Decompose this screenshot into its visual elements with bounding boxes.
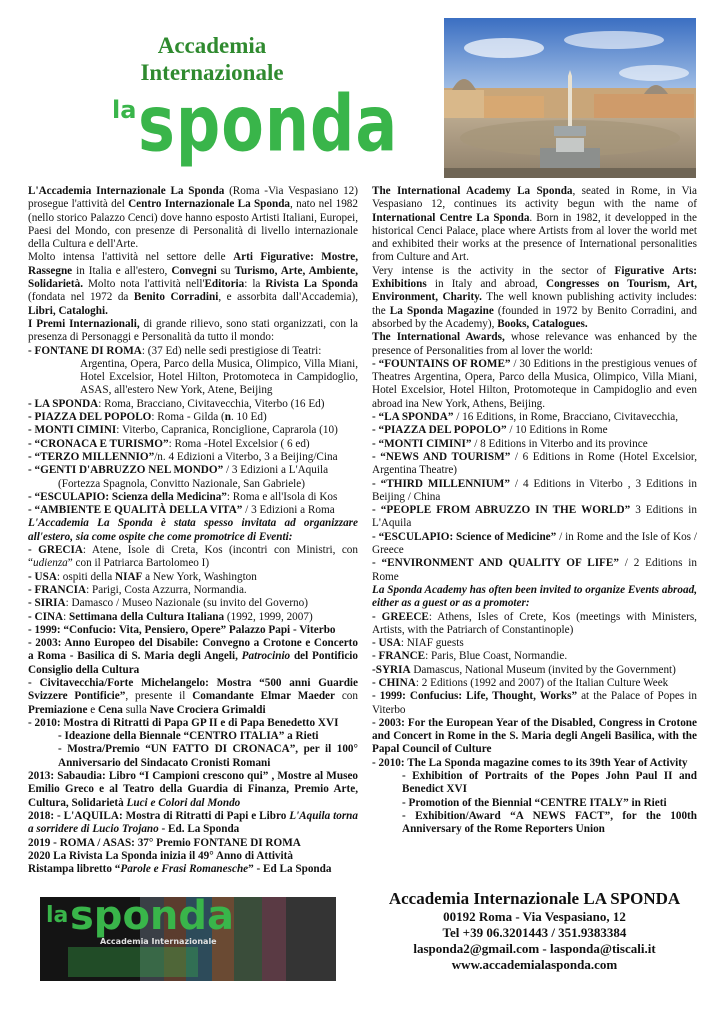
text-run: in Italy and abroad, — [426, 278, 546, 291]
text-run: The International Awards, — [372, 331, 505, 344]
text-run: Argentina, Opera, Parco della Musica, Olimpico, Villa Miani, Hotel Excelsior, Hotel Hilton, Protomoteca in Campidoglio, ASAS, all'estero New York, Atene, Beijing — [80, 357, 358, 397]
list-item — [28, 730, 358, 743]
text-run: con — [334, 690, 358, 703]
text-run: : — [63, 610, 70, 623]
text-run: e — [87, 703, 99, 716]
text-run: del Pontificio Consiglio della Cultura — [28, 650, 359, 676]
english-arts-paragraph — [372, 265, 697, 331]
list-item — [28, 424, 358, 437]
list-item — [28, 544, 358, 571]
banner-la: la — [46, 903, 69, 928]
text-run: Books, Catalogues. — [497, 317, 588, 330]
text-run: : 2 Editions (1992 and 2007) of the Italian Culture Week — [415, 676, 669, 689]
text-run: / 6 Editions in Rome (Hotel Excelsior, Argentina Theatre) — [372, 450, 697, 477]
list-item — [372, 797, 697, 810]
english-column — [372, 185, 697, 837]
text-run: - “NEWS AND TOURISM” — [372, 450, 511, 463]
text-run: / 2 Editions in Rome — [372, 557, 697, 583]
list-item — [28, 743, 358, 770]
text-run: di grande rilievo, sono stati organizzati, con la presenza di Personaggi e Personalità da tutto il mondo: — [28, 317, 358, 344]
list-item — [372, 637, 697, 650]
list-item — [28, 770, 358, 810]
logo-sponda: sponda — [138, 78, 399, 170]
text-run: (Fortezza Spagnola, Convitto Nazionale, San Gabriele) — [58, 477, 305, 490]
text-run: L'Accademia La Sponda è stata spesso invitata ad organizzare all'estero, sia come ospite che come promotrice di Eventi: — [28, 517, 358, 543]
italian-column — [28, 185, 358, 876]
list-item — [372, 478, 697, 505]
text-run: - “FOUNTAINS OF ROME” — [372, 357, 511, 370]
list-item — [28, 464, 358, 477]
text-run: Congresses on Tourism, Art, Environment, Charity. — [372, 278, 697, 304]
list-item — [28, 491, 358, 504]
text-run: - “CRONACA E TURISMO” — [28, 437, 169, 450]
text-run: : ospiti della — [56, 570, 116, 583]
academy-logo — [112, 32, 399, 170]
list-item — [28, 345, 358, 358]
contact-phone: Tel +39 06.3201443 / 351.9383384 — [442, 925, 627, 940]
text-run: / 4 Editions in Viterbo , 3 Editions in Beijing / China — [372, 477, 697, 503]
list-item — [372, 531, 697, 558]
text-run: NIAF — [115, 570, 143, 583]
text-run: - Exhibition of Portraits of the Popes John Paul II and Benedict XVI — [402, 770, 697, 796]
text-run: - “ENVIRONMENT AND QUALITY OF LIFE” — [372, 557, 619, 570]
italian-awards-list — [28, 345, 358, 877]
text-run: - Ideazione della Biennale “CENTRO ITALIA” a Rieti — [58, 730, 319, 743]
list-item — [28, 717, 358, 730]
text-run: / 3 Edizioni a Roma — [242, 504, 335, 517]
list-item — [28, 478, 358, 491]
text-run: : (37 Ed) nelle sedi prestigiose di Teatri: — [141, 344, 322, 357]
list-item — [28, 411, 358, 424]
text-run: L'Aquila torna a sorridere di Lucio Trojano — [28, 809, 359, 836]
english-awards-intro — [372, 331, 697, 358]
text-run: in Italia e all'estero, — [72, 264, 172, 277]
text-run: Molto nota l'attività nell' — [83, 278, 205, 291]
text-run: - “ESCULAPIO: Science of Medicine” — [372, 530, 557, 543]
text-run: - USA — [372, 637, 401, 650]
list-item — [28, 611, 358, 624]
text-run: : la — [244, 278, 266, 291]
text-run: udienza — [32, 557, 68, 570]
list-item — [372, 677, 697, 690]
text-run: Centro Internazionale La Sponda — [128, 198, 291, 211]
text-run: , nato nel 1982 (nello storico Palazzo Cenci) dove hanno esposto Artisti Italiani, Europei, Paesi del Mondo, con presenze di Personalità di livello internazionale della Cultura e dell'Arte. — [28, 198, 358, 251]
list-item — [372, 557, 697, 584]
text-run: - 2010: The La Sponda magazine comes to its 39th Year of Activity — [372, 756, 688, 769]
text-run: Benito Corradini — [133, 291, 219, 304]
text-run: ” con il Patriarca Bartolomeo I) — [67, 557, 210, 570]
text-run: - 1999: “Confucio: Vita, Pensiero, Opere” Palazzo Papi - Viterbo — [28, 623, 336, 636]
text-run: - “ESCULAPIO: Scienza della Medicina” — [28, 490, 227, 503]
list-item — [372, 411, 697, 424]
text-run: - “AMBIENTE E QUALITÀ DELLA VITA” — [28, 504, 243, 517]
text-run: - GRECIA — [28, 544, 83, 557]
text-run: -SYRIA — [372, 663, 411, 676]
text-run: su — [216, 264, 235, 277]
text-run: ” - Ed La Sponda — [248, 863, 332, 876]
text-run: - FONTANE DI ROMA — [28, 344, 142, 357]
text-run: - Ed. La Sponda — [158, 823, 240, 836]
contact-website: www.accademialasponda.com — [451, 957, 618, 972]
text-run: - CINA — [28, 610, 64, 623]
text-run: Editoria — [204, 278, 245, 291]
text-run: - MONTI CIMINI — [28, 424, 117, 437]
text-run: Damascus, National Museum (invited by the Government) — [410, 663, 676, 676]
text-run: - 2003: For the European Year of the Disabled, Congress in Crotone and Concert in Rome in the S. Maria degli Angeli Basilica, with the Papal Council of Culture — [372, 716, 697, 756]
text-run: , e assorbita dall'Accademia), — [218, 291, 359, 304]
text-run: International Centre La Sponda — [372, 211, 530, 224]
text-run: Turismo, Arte, Ambiente, Solidarietà. — [28, 264, 358, 291]
list-item — [28, 677, 358, 717]
list-item — [372, 717, 697, 757]
text-run: Settimana della Cultura Italiana — [69, 610, 225, 623]
text-run: - GREECE — [372, 610, 429, 623]
text-run: Nave Crociera Grimaldi — [149, 703, 266, 716]
text-run: / 10 Editions in Rome — [506, 424, 608, 437]
text-run: - “PEOPLE FROM ABRUZZO IN THE WORLD” — [372, 504, 631, 517]
text-run: - CHINA — [372, 676, 416, 689]
text-run: : Roma -Hotel Excelsior ( 6 ed) — [168, 437, 310, 450]
list-item — [28, 810, 358, 837]
list-item — [372, 504, 697, 531]
text-run: n — [224, 411, 231, 424]
text-run: The International Academy La Sponda — [372, 185, 573, 197]
list-item — [28, 571, 358, 584]
text-run: - “LA SPONDA” — [372, 411, 454, 424]
text-run: (1992, 1999, 2007) — [224, 610, 313, 623]
banner-sponda: sponda — [70, 897, 235, 939]
text-run: : Roma e all'Isola di Kos — [226, 490, 338, 503]
text-run: - FRANCE — [372, 650, 426, 663]
text-run: : Paris, Blue Coast, Normandie. — [425, 650, 568, 663]
list-item — [372, 358, 697, 411]
text-run: - “PIAZZA DEL POPOLO” — [372, 424, 507, 437]
text-run: sulla — [122, 703, 150, 716]
text-run: : Roma - Gilda ( — [151, 411, 225, 424]
text-run: , seated in Rome, in Via Vespasiano 12, continues its activity begun with the name of — [372, 185, 698, 211]
text-run: - “GENTI D'ABRUZZO NEL MONDO” — [28, 464, 224, 477]
list-item — [372, 424, 697, 437]
text-run: : Roma, Bracciano, Civitavecchia, Viterbo (16 Ed) — [98, 397, 325, 410]
italian-arts-paragraph — [28, 251, 358, 317]
text-run: Rivista La Sponda — [265, 278, 358, 291]
text-run: /n. 4 Edizioni a Viterbo, 3 a Beijing/Cina — [154, 450, 338, 463]
banner-caption: Accademia Internazionale — [100, 937, 217, 946]
text-run: Luci e Colori dal Mondo — [126, 796, 241, 809]
text-run: / 30 Editions in the prestigious venues of Theatres Argentina, Opera, Parco della Musica, Olimpico, Villa Miani, Hotel Excelsior, Hotel Hilton, Protomoteque in Campidoglio and even abroad ina New York, Athens, Beijing. — [372, 357, 697, 410]
logo-la: la — [112, 96, 137, 124]
list-item — [28, 438, 358, 451]
text-run: : NIAF guests — [400, 637, 464, 650]
text-run: - 2010: Mostra di Ritratti di Papa GP II e di Papa Benedetto XVI — [28, 716, 339, 729]
text-run: 2013: Sabaudia: Libro “I Campioni crescono qui” , Mostre al Museo Emilio Greco e al Teatro della Guardia di Finanza, Premio Arte, Cultura, Solidarietà — [28, 770, 358, 809]
list-item — [372, 770, 697, 797]
text-run: (Roma -Via Vespasiano 12) prosegue l'attività del — [28, 185, 358, 211]
text-run: Arti Figurative: Mostre, Rassegne — [28, 251, 358, 277]
list-item — [372, 690, 697, 717]
text-run: . Born in 1982, it developped in the historical Cenci Palace, place where Artists from al lover the world met and exhibited their works at the presence of International personalities from Culture and Art. — [372, 211, 697, 264]
text-run: . 10 Ed) — [230, 411, 267, 424]
text-run: 2019 - ROMA / ASAS: 37° Premio FONTANE DI ROMA — [28, 836, 301, 849]
list-item — [372, 438, 697, 451]
text-run: - “MONTI CIMINI” — [372, 437, 472, 450]
text-run: - 1999: Confucius: Life, Thought, Works” — [372, 690, 578, 703]
text-run: - LA SPONDA — [28, 397, 99, 410]
list-item — [28, 850, 358, 863]
list-item — [28, 451, 358, 464]
text-run: 2020 La Rivista La Sponda inizia il 49° Anno di Attività — [28, 849, 293, 862]
list-item — [28, 863, 358, 876]
text-run: / in Rome and the Isle of Kos / Greece — [372, 530, 697, 557]
text-run: The well known publishing activity includes: the — [372, 291, 697, 317]
text-run: / 3 Edizioni a L'Aquila — [223, 464, 329, 477]
text-run: La Sponda Magazine — [389, 304, 494, 317]
italian-intro — [28, 185, 358, 251]
text-run: I Premi Internazionali, — [28, 317, 140, 330]
list-item — [28, 837, 358, 850]
contact-name: Accademia Internazionale LA SPONDA — [388, 889, 681, 908]
list-item — [28, 624, 358, 637]
text-run: - Exhibition/Award “A NEWS FACT”, for the 100th Anniversary of the Rome Reporters Union — [402, 809, 697, 836]
text-run: 2018: - L'AQUILA: Mostra di Ritratti di Papi e Libro — [28, 809, 290, 822]
text-run: Cena — [98, 703, 123, 716]
list-item — [372, 650, 697, 663]
list-item — [28, 517, 358, 544]
text-run: / 8 Editions in Viterbo and its province — [471, 437, 648, 450]
text-run: L'Accademia Internazionale La Sponda — [28, 185, 225, 197]
text-run: a New York, Washington — [142, 570, 257, 583]
text-run: - Mostra/Premio “UN FATTO DI CRONACA”, per il 100° Anniversario del Sindacato Cronisti Romani — [58, 743, 358, 769]
text-run: - Civitavecchia/Forte Michelangelo: Mostra “500 anni Guardie Svizzere Pontificie” — [28, 676, 358, 703]
list-item — [372, 584, 697, 611]
text-run: - USA — [28, 570, 57, 583]
list-item — [28, 398, 358, 411]
english-awards-list — [372, 358, 697, 837]
text-run: (fondata nel 1972 da — [28, 291, 134, 304]
text-run: Parole e Frasi Romanesche — [120, 863, 249, 876]
text-run: : Parigi, Costa Azzurra, Normandia. — [86, 583, 247, 596]
text-run: Ristampa libretto “ — [28, 863, 121, 876]
list-item — [372, 664, 697, 677]
list-item — [372, 757, 697, 770]
piazza-del-popolo-photo — [444, 18, 696, 178]
list-item — [28, 504, 358, 517]
list-item — [28, 637, 358, 677]
contact-block — [372, 888, 697, 973]
text-run: 3 Editions in L'Aquila — [372, 504, 698, 530]
text-run: Libri, Cataloghi. — [28, 304, 108, 317]
text-run: Patrocinio — [241, 650, 291, 663]
text-run: : Damasco / Museo Nazionale (su invito del Governo) — [65, 597, 308, 610]
logo-line2: Internazionale — [140, 60, 284, 85]
list-item — [372, 611, 697, 638]
text-run: La Sponda Academy has often been invited to organize Events abroad, either as a guest or as a promoter: — [372, 583, 697, 610]
text-run: - “THIRD MILLENNIUM” — [372, 477, 510, 490]
text-run: Molto intensa l'attività nel settore delle — [28, 251, 234, 264]
text-run: / 16 Editions, in Rome, Bracciano, Civitavecchia, — [453, 411, 679, 424]
banner-reflection — [68, 947, 198, 977]
text-run: - PIAZZA DEL POPOLO — [28, 411, 152, 424]
text-run: Convegni — [171, 264, 217, 277]
text-run: (founded in 1972 by Benito Corradini, and absorbed by the Academy), — [372, 304, 698, 330]
contact-email: lasponda2@gmail.com - lasponda@tiscali.it — [413, 941, 656, 956]
piazza-photo-illustration — [444, 18, 696, 178]
text-run: Comandante Elmar Maeder — [192, 690, 335, 703]
text-run: , presente il — [125, 690, 193, 703]
text-run: - 2003: Anno Europeo del Disabile: Convegno a Crotone e Concerto a Roma - Basilica di S. Maria degli Angeli, — [28, 637, 358, 663]
text-run: : Athens, Isles of Crete, Kos (meetings with Ministers, Artists, with the Patriarch of Constantinople) — [372, 610, 697, 636]
text-run: : Viterbo, Capranica, Ronciglione, Caprarola (10) — [116, 424, 338, 437]
text-run: - SIRIA — [28, 597, 66, 610]
list-item — [28, 597, 358, 610]
contact-address: 00192 Roma - Via Vespasiano, 12 — [443, 909, 626, 924]
italian-awards-intro — [28, 318, 358, 345]
text-run: whose relevance was enhanced by the presence of Personalities from al lover the world: — [372, 331, 697, 357]
logo-line1: Accademia — [157, 33, 267, 58]
list-item — [28, 358, 358, 398]
la-sponda-banner — [40, 897, 336, 981]
list-item — [28, 584, 358, 597]
english-intro — [372, 185, 697, 265]
text-run: at the Palace of Popes in Viterbo — [372, 690, 697, 716]
text-run: Figurative Arts: Exhibitions — [372, 264, 697, 291]
text-run: - FRANCIA — [28, 583, 87, 596]
text-run: : Atene, Isole di Creta, Kos (incontri con Ministri, con “ — [28, 544, 358, 570]
text-run: - “TERZO MILLENNIO” — [28, 450, 155, 463]
text-run: Very intense is the activity in the sector of — [372, 264, 615, 277]
text-run: - Promotion of the Biennial “CENTRE ITALY” in Rieti — [402, 796, 667, 809]
list-item — [372, 451, 697, 478]
list-item — [372, 810, 697, 837]
text-run: Premiazione — [28, 703, 88, 716]
